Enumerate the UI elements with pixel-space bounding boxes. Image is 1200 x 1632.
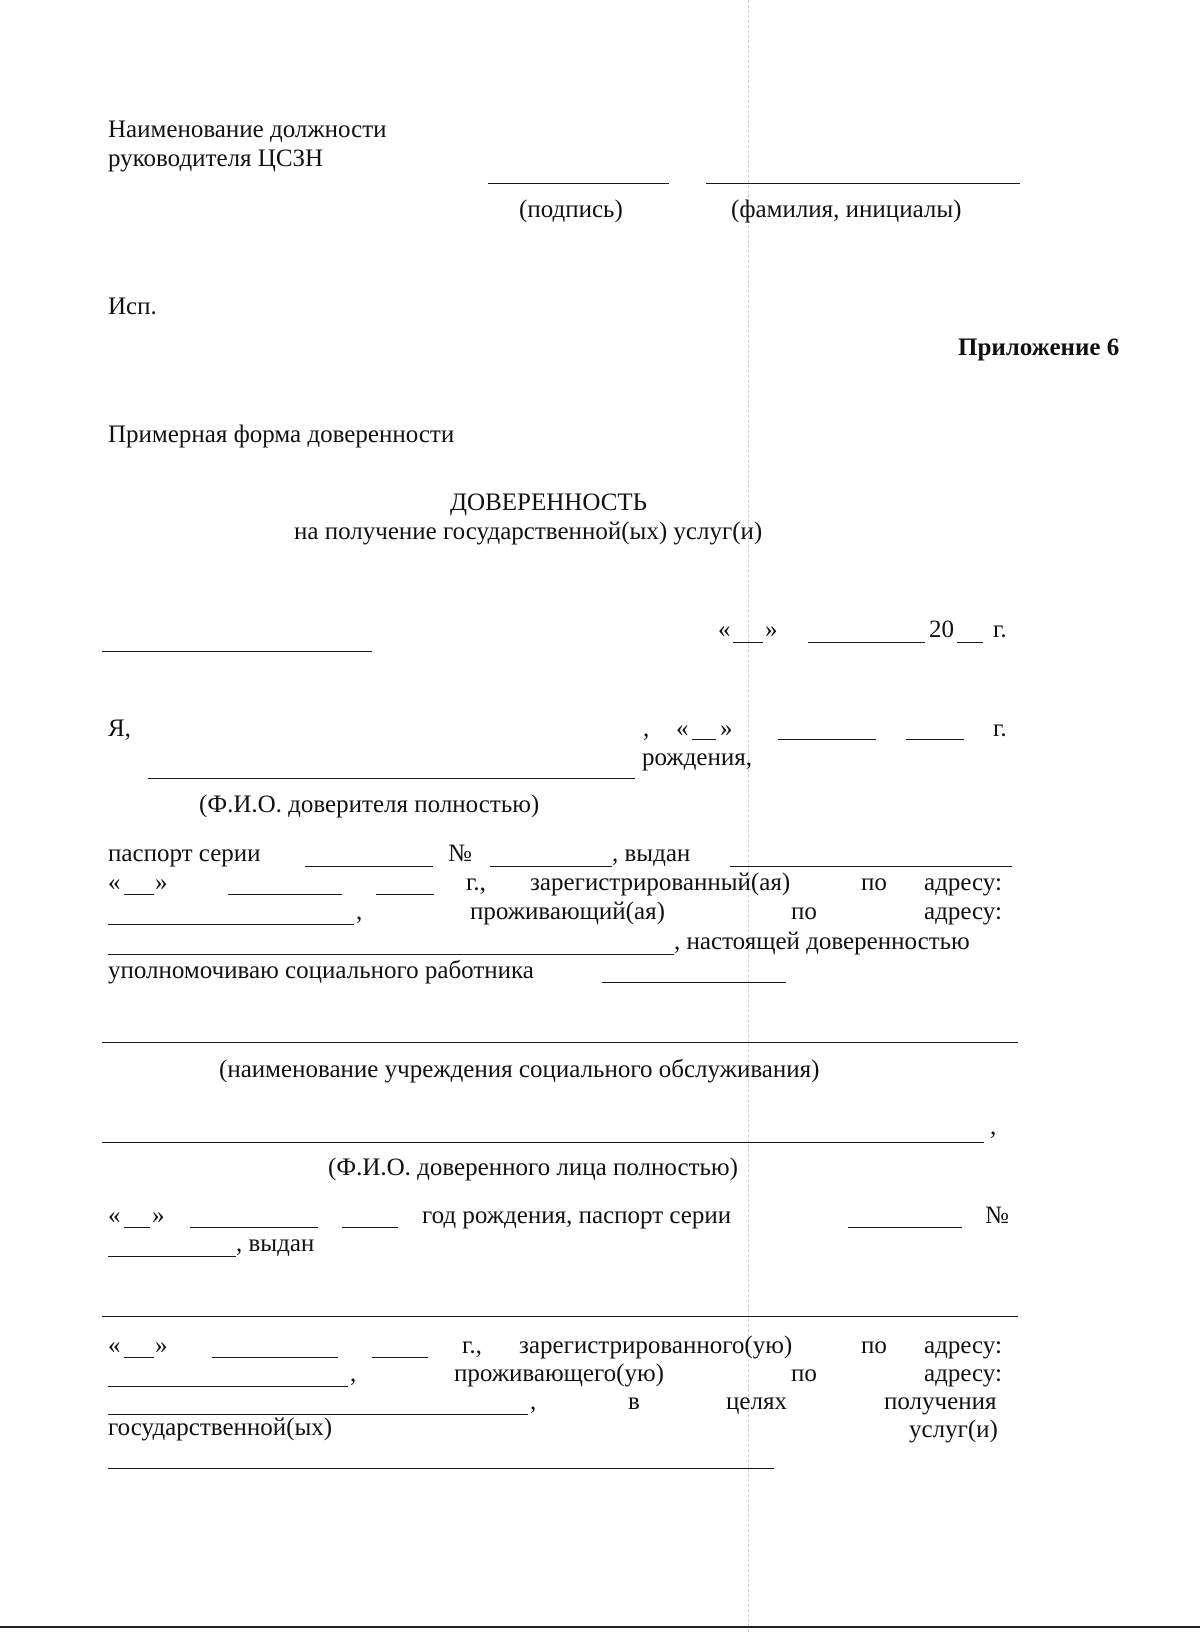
date-open-quote: « <box>718 616 731 643</box>
trustee-living-comma: , <box>530 1388 537 1415</box>
passport-number-sign: № <box>448 840 472 867</box>
trustee-registered-label: зарегистрированного(ую) <box>519 1332 793 1359</box>
issue-year-blank <box>376 894 434 895</box>
date-day-blank <box>733 642 763 643</box>
trustee-number-sign: № <box>985 1202 1009 1229</box>
birth-day-blank <box>692 739 716 740</box>
signature-caption: (подпись) <box>519 196 623 223</box>
date-year-suffix: г. <box>993 616 1007 643</box>
institution-blank <box>102 1042 1018 1043</box>
trustee-living-address: адресу: <box>924 1360 1002 1387</box>
trustee-issue-day-blank <box>124 1357 154 1358</box>
issue-day-blank <box>124 894 154 895</box>
trustee-living-label: проживающего(ую) <box>454 1360 664 1387</box>
trustee-issued-blank <box>102 1316 1018 1317</box>
institution-caption: (наименование учреждения социального обслуживания) <box>219 1056 820 1083</box>
registered-label: зарегистрированный(ая) <box>530 869 791 896</box>
date-century: 20 <box>929 616 954 643</box>
principal-comma: , <box>643 715 650 742</box>
doc-title: ДОВЕРЕННОСТЬ <box>450 489 647 516</box>
position-line-2: руководителя ЦСЗН <box>108 145 324 172</box>
issue-year-label: г., <box>466 869 486 896</box>
trustee-birth-day-blank <box>124 1227 150 1228</box>
trustee-close-quote: » <box>152 1202 165 1229</box>
principal-name-blank <box>148 778 635 779</box>
trustee-number-blank <box>108 1256 236 1257</box>
living-label: проживающий(ая) <box>470 898 665 925</box>
passport-issued-blank <box>730 866 1012 867</box>
social-worker-blank <box>602 982 786 983</box>
date-close-quote: » <box>765 616 778 643</box>
principal-open-quote: « <box>676 715 689 742</box>
hereby-label: , настоящей доверенностью <box>674 928 970 955</box>
trustee-issue-month-blank <box>212 1357 338 1358</box>
trustee-year-birth-series: год рождения, паспорт серии <box>422 1202 732 1229</box>
issue-close-quote: » <box>155 869 168 896</box>
doc-purpose: на получение государственной(ых) услуг(и) <box>294 518 763 545</box>
passport-issued: , выдан <box>612 840 691 867</box>
principal-year-suffix: г. <box>993 715 1007 742</box>
birth-month-blank <box>778 739 876 740</box>
registered-po: по <box>861 869 887 896</box>
issue-open-quote: « <box>108 869 121 896</box>
living-address: адресу: <box>924 898 1002 925</box>
trustee-issue-open-quote: « <box>108 1332 121 1359</box>
goal-label: целях <box>726 1388 787 1415</box>
trustee-birth-year-blank <box>342 1227 398 1228</box>
trustee-caption: (Ф.И.О. доверенного лица полностью) <box>328 1154 738 1181</box>
goal-state: государственной(ых) <box>108 1414 333 1441</box>
trustee-registered-address-blank <box>108 1386 348 1387</box>
trustee-issue-close-quote: » <box>155 1332 168 1359</box>
passport-series-label: паспорт серии <box>108 840 261 867</box>
authorize-label: уполномочиваю социального работника <box>108 957 534 984</box>
page-bottom-edge <box>0 1626 1200 1628</box>
trustee-birth-month-blank <box>190 1227 318 1228</box>
principal-birth: рождения, <box>642 744 752 771</box>
principal-close-quote: » <box>720 715 733 742</box>
appendix-label: Приложение 6 <box>958 334 1120 361</box>
goal-receiving: получения <box>884 1388 997 1415</box>
trustee-series-blank <box>848 1227 962 1228</box>
principal-caption: (Ф.И.О. доверителя полностью) <box>199 791 540 818</box>
registered-comma: , <box>356 898 363 925</box>
services-blank <box>108 1468 774 1469</box>
trustee-name-blank <box>102 1142 984 1143</box>
goal-v: в <box>628 1388 640 1415</box>
goal-services: услуг(и) <box>909 1416 998 1443</box>
name-blank <box>706 183 1020 184</box>
position-line-1: Наименование должности <box>108 116 387 143</box>
registered-address: адресу: <box>924 869 1002 896</box>
name-caption: (фамилия, инициалы) <box>731 196 962 223</box>
form-subtitle: Примерная форма доверенности <box>108 421 455 448</box>
birth-year-blank <box>906 739 964 740</box>
executor-label: Исп. <box>108 293 157 320</box>
place-blank <box>102 651 372 652</box>
passport-series-blank <box>305 866 433 867</box>
trustee-issue-year-blank <box>372 1357 428 1358</box>
principal-ya: Я, <box>108 715 131 742</box>
trustee-open-quote: « <box>108 1202 121 1229</box>
trustee-registered-po: по <box>861 1332 887 1359</box>
registered-address-blank <box>108 924 354 925</box>
trustee-issue-year-label: г., <box>462 1332 482 1359</box>
trustee-comma: , <box>990 1113 997 1140</box>
living-address-blank <box>108 954 674 955</box>
trustee-issued: , выдан <box>236 1230 315 1257</box>
trustee-registered-address: адресу: <box>924 1332 1002 1359</box>
date-month-blank <box>808 642 925 643</box>
signature-blank <box>488 183 669 184</box>
passport-number-blank <box>490 866 612 867</box>
trustee-registered-comma: , <box>350 1360 357 1387</box>
living-po: по <box>791 898 817 925</box>
trustee-living-po: по <box>791 1360 817 1387</box>
issue-month-blank <box>228 894 342 895</box>
date-year-blank <box>957 642 983 643</box>
